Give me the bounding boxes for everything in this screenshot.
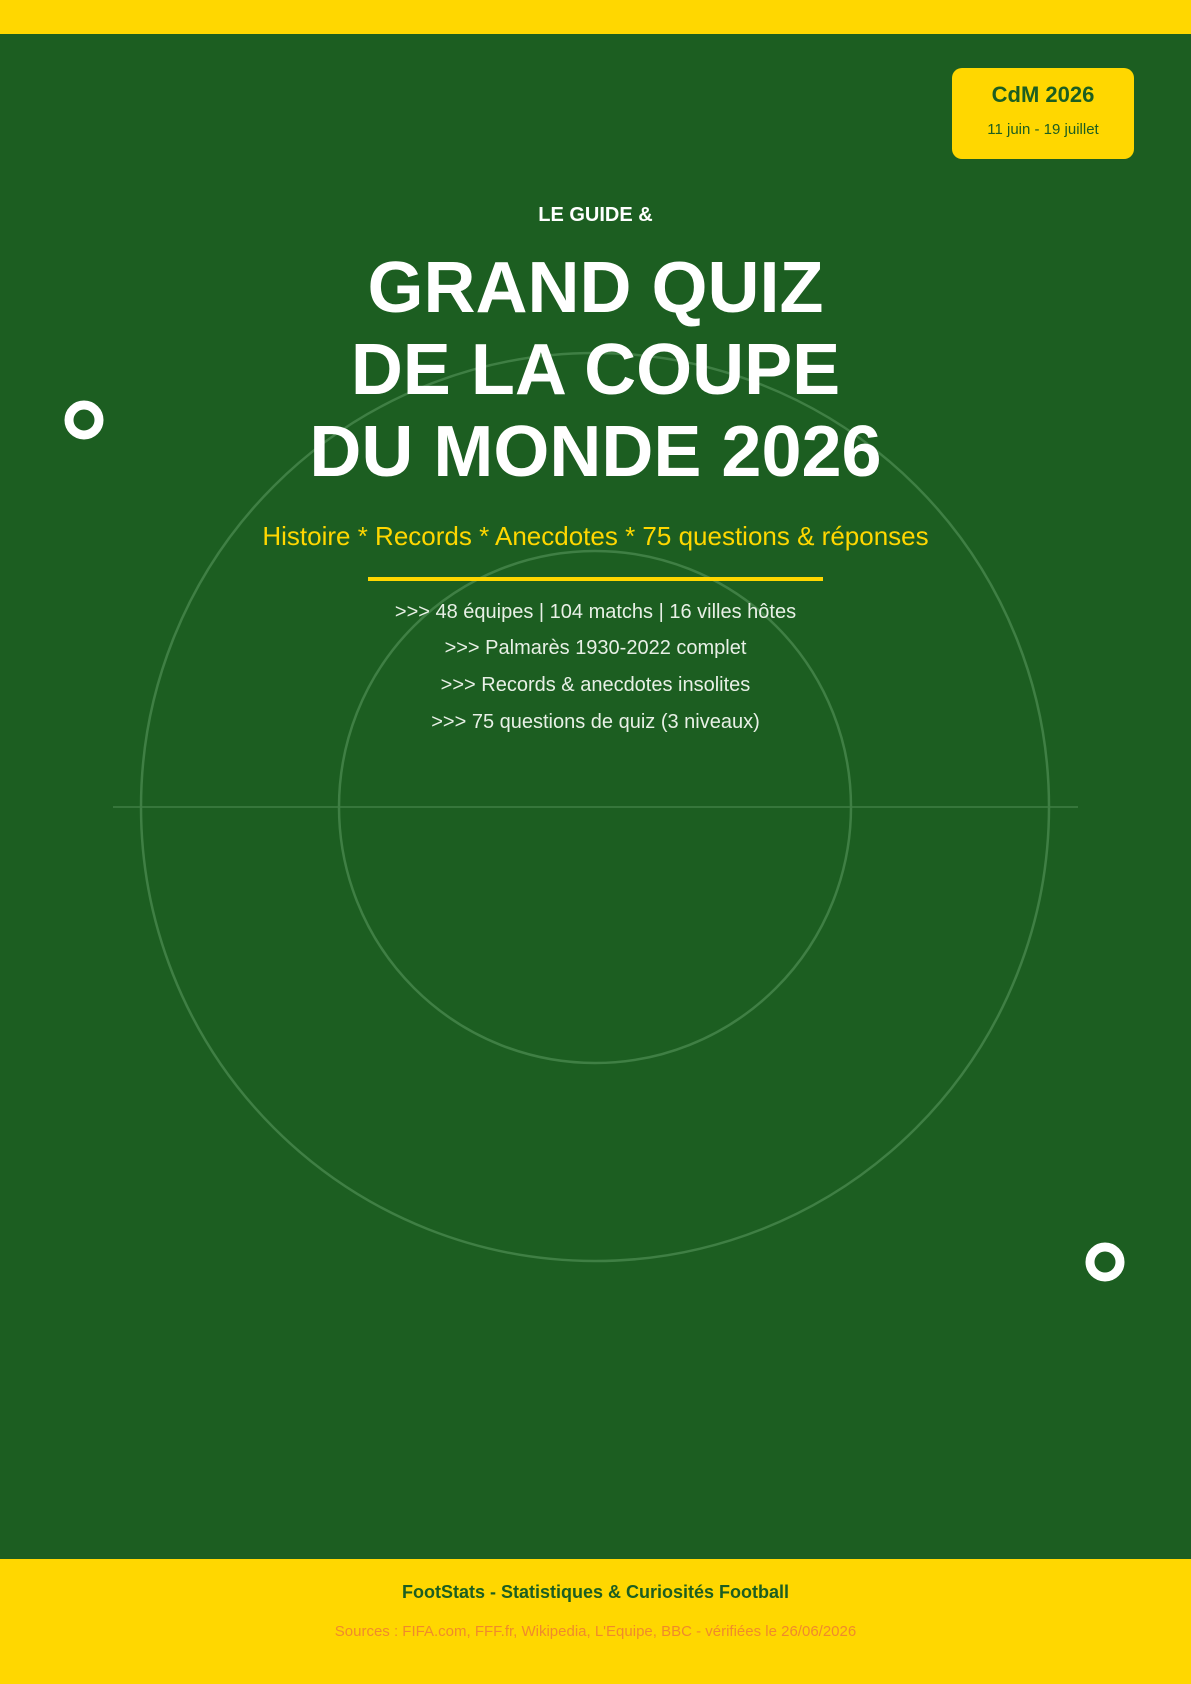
footer-sources: Sources : FIFA.com, FFF.fr, Wikipedia, L'Equipe, BBC - vérifiées le 26/06/2026	[334, 1623, 857, 1640]
edition-badge	[952, 68, 1134, 159]
footer-band	[0, 1559, 1191, 1684]
footer-brand: FootStats - Statistiques & Curiosités Football	[401, 1582, 790, 1602]
kicker: LE GUIDE &	[538, 204, 653, 226]
fact-quiz: >>> 75 questions de quiz (3 niveaux)	[431, 711, 760, 733]
headline-line-3: DU MONDE 2026	[309, 412, 882, 492]
headline-line-2: DE LA COUPE	[350, 330, 841, 410]
fact-teams: >>> 48 équipes | 104 matchs | 16 villes hôtes	[394, 601, 797, 623]
badge-title: CdM 2026	[991, 82, 1095, 107]
football-ring-icon	[1085, 1242, 1125, 1282]
badge-dates: 11 juin - 19 juillet	[987, 121, 1099, 138]
football-ring-icon	[64, 400, 104, 440]
divider	[368, 577, 823, 581]
subtitle: Histoire * Records * Anecdotes * 75 questions & réponses	[262, 521, 929, 551]
headline-line-1: GRAND QUIZ	[367, 248, 824, 328]
fact-records: >>> Records & anecdotes insolites	[440, 674, 751, 696]
fact-palmares: >>> Palmarès 1930-2022 complet	[444, 637, 747, 659]
